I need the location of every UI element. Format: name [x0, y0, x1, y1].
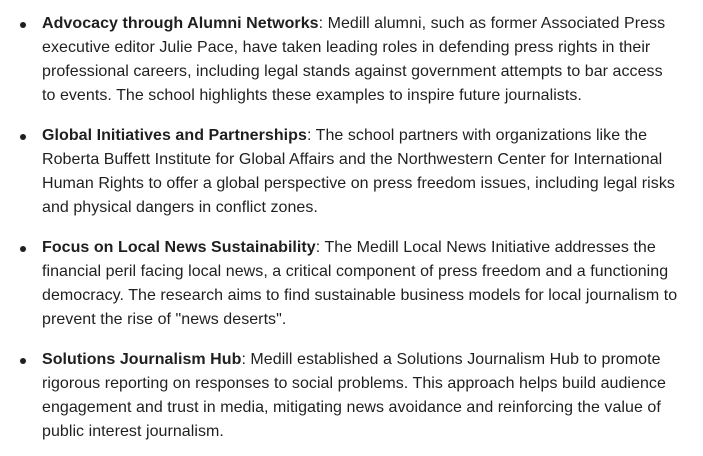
bullet-icon — [20, 246, 26, 252]
item-text: : Medill established a Solutions Journalism Hub to promote rigorous reporting on responses to social problems. This approach helps build audience engagement and trust in media, mitigating news avoidance and reinforcing the value of public interest journalism. — [42, 351, 666, 440]
list-item — [0, 124, 703, 220]
item-term: Global Initiatives and Partnerships — [42, 127, 307, 144]
item-term: Focus on Local News Sustainability — [42, 239, 316, 256]
bullet-icon — [20, 358, 26, 364]
list-item — [0, 348, 703, 444]
item-text: : The Medill Local News Initiative addresses the financial peril facing local news, a critical component of press freedom and a functioning democracy. The research aims to find sustainable business models for local journalism to prevent the rise of "news deserts". — [42, 239, 678, 328]
bullet-list — [0, 12, 703, 444]
item-text: : The school partners with organizations like the Roberta Buffett Institute for Global Affairs and the Northwestern Center for International Human Rights to offer a global perspective on press freedom issues, including legal risks and physical dangers in conflict zones. — [42, 127, 675, 216]
list-item — [0, 236, 703, 332]
bullet-icon — [20, 22, 26, 28]
item-term: Advocacy through Alumni Networks — [42, 15, 319, 32]
item-text: : Medill alumni, such as former Associated Press executive editor Julie Pace, have taken leading roles in defending press rights in their professional careers, including legal stands against government attempts to bar access to events. The school highlights these examples to inspire future journalists. — [42, 15, 666, 104]
item-term: Solutions Journalism Hub — [42, 351, 242, 368]
bullet-icon — [20, 134, 26, 140]
list-item — [0, 12, 703, 108]
